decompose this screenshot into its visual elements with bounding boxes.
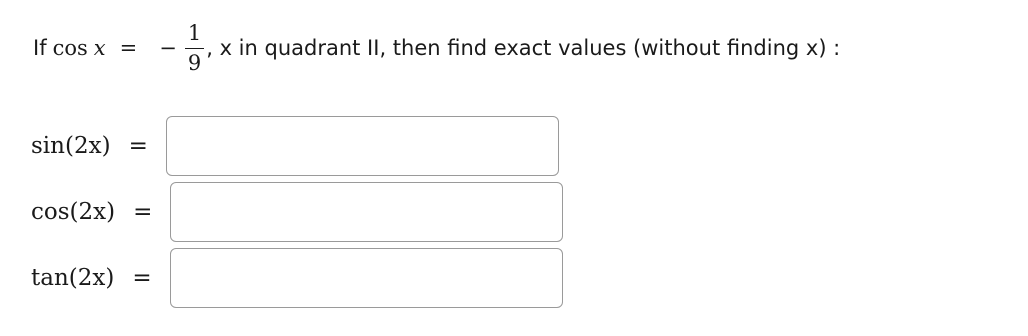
- tan-2x-input[interactable]: [170, 248, 563, 308]
- question-suffix: , x in quadrant II, then find exact values (without finding x) :: [206, 36, 841, 60]
- question-equals: =: [119, 36, 138, 60]
- answer-row-tan: [31, 248, 563, 308]
- answer-equals-tan: =: [132, 265, 152, 291]
- question-var: x: [93, 36, 106, 60]
- question-minus: −: [159, 36, 177, 60]
- answer-equals-cos: =: [133, 199, 153, 225]
- answer-equals-sin: =: [128, 133, 148, 159]
- answer-label-tan: tan(2x): [31, 265, 115, 291]
- answer-row-sin: [31, 116, 559, 176]
- sin-2x-input[interactable]: [166, 116, 559, 176]
- question-text: [33, 8, 840, 88]
- question-func: cos: [52, 36, 88, 60]
- answer-label-sin: sin(2x): [31, 133, 111, 159]
- fraction-numerator: 1: [187, 21, 202, 46]
- question-fraction: [185, 22, 204, 73]
- answer-row-cos: [31, 182, 563, 242]
- question-prefix: If: [33, 36, 47, 60]
- fraction-denominator: 9: [187, 50, 202, 75]
- answer-label-cos: cos(2x): [31, 199, 116, 225]
- cos-2x-input[interactable]: [170, 182, 563, 242]
